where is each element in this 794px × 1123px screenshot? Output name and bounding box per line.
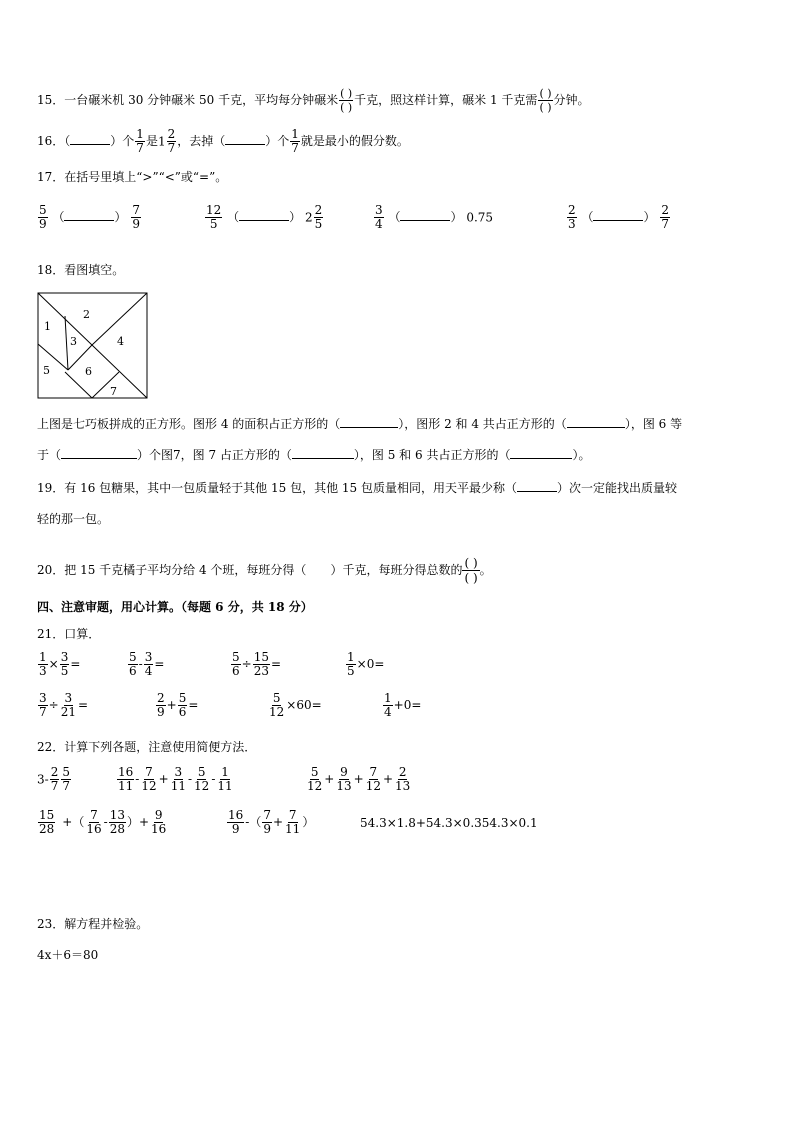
q15-line: 15．一台碾米机 30 分钟碾米 50 千克，平均每分钟碾米 $\frac{( )}{( )}$ 千克，照这样计算，碾米 1 千克需 $\frac{( )}{( )}$ 分钟。	[37, 87, 590, 114]
q16-fraction-1: $\frac{1}{7}$	[136, 127, 144, 155]
q16-line: 16．（ ）个 $\frac{1}{7}$ 是1 $\frac{2}{7}$ ，去掉（ ）个 $\frac{1}{7}$ 就是最小的假分数。	[37, 127, 409, 155]
q17-item-3: $\frac{3}{4}$ （ ） 0.75	[375, 203, 494, 231]
q22-expr-2: $\frac{16}{11}$ - $\frac{7}{12}$ + $\frac{3}{11}$ - $\frac{5}{12}$ - $\frac{1}{11}$	[118, 765, 233, 793]
q21-r2-3: $\frac{5}{12}$ ×60=	[269, 691, 322, 719]
q21-r1-2: $\frac{5}{6}$ - $\frac{3}{4}$ =	[129, 650, 165, 678]
q21-r1-3: $\frac{5}{6}$ ÷ $\frac{15}{23}$ =	[232, 650, 282, 678]
q22-expr-5: $\frac{16}{9}$ -（ $\frac{7}{9}$ + $\frac{7}{11}$ ）	[228, 808, 315, 836]
q20-line: 20．把 15 千克橘子平均分给 4 个班，每班分得（ ）千克，每班分得总数的 $\frac{( )}{( )}$ 。	[37, 556, 492, 585]
tangram-label-4: 4	[117, 335, 124, 348]
tangram-label-2: 2	[83, 308, 90, 321]
q17-item-1: $\frac{5}{9}$ （ ） $\frac{7}{9}$	[39, 203, 140, 231]
section-4-title: 四、注意审题，用心计算。（每题 6 分，共 18 分）	[37, 600, 313, 614]
q17-blank-2[interactable]	[239, 208, 289, 221]
q18-blank-3[interactable]	[61, 446, 137, 459]
q17-item-4: $\frac{2}{3}$ （ ） $\frac{2}{7}$	[568, 203, 669, 231]
q22-expr-6: 54.3×1.8+54.3×0.354.3×0.1	[360, 816, 538, 830]
q22-title: 22．计算下列各题，注意使用简便方法．	[37, 740, 257, 754]
tangram-label-5: 5	[43, 364, 50, 377]
q19-blank[interactable]	[517, 479, 557, 492]
q16-blank-2[interactable]	[225, 132, 265, 145]
q18-blank-2[interactable]	[567, 415, 625, 428]
q17-blank-4[interactable]	[593, 208, 643, 221]
tangram-label-1: 1	[44, 320, 51, 333]
tangram-figure	[37, 292, 149, 400]
q16-mixed-fraction: $\frac{2}{7}$	[167, 127, 176, 155]
q15-blank-fraction-2[interactable]: $\frac{( )}{( )}$	[539, 87, 552, 114]
tangram-label-6: 6	[85, 365, 92, 378]
q18-blank-1[interactable]	[340, 415, 398, 428]
q17-blank-1[interactable]	[64, 208, 114, 221]
q22-expr-1: 3- $\frac{2}{7}$ $\frac{5}{7}$	[37, 765, 70, 793]
q21-r2-2: $\frac{2}{9}$ + $\frac{5}{6}$ =	[157, 691, 199, 719]
q19-line-1: 19．有 16 包糖果，其中一包质量轻于其他 15 包，其他 15 包质量相同，用天平最少称（ ）次一定能找出质量较	[37, 481, 677, 495]
q17-blank-3[interactable]	[400, 208, 450, 221]
q20-blank-fraction[interactable]: $\frac{( )}{( )}$	[464, 556, 478, 585]
q21-r1-1: $\frac{1}{3}$ × $\frac{3}{5}$ =	[39, 650, 81, 678]
q22-expr-3: $\frac{5}{12}$ + $\frac{9}{13}$ + $\frac{7}{12}$ + $\frac{2}{13}$	[307, 765, 411, 793]
q18-blank-4[interactable]	[292, 446, 354, 459]
q16-blank-1[interactable]	[70, 132, 110, 145]
tangram-label-7: 7	[110, 385, 117, 398]
q23-title: 23．解方程并检验。	[37, 917, 149, 931]
q16-fraction-2: $\frac{1}{7}$	[291, 127, 299, 155]
q21-title: 21．口算．	[37, 627, 101, 641]
q21-r1-4: $\frac{1}{5}$ ×0=	[347, 650, 385, 678]
q15-blank-fraction-1[interactable]: $\frac{( )}{( )}$	[340, 87, 353, 114]
q22-expr-4: $\frac{15}{28}$ +（ $\frac{7}{16}$ - $\frac{13}{28}$ ）+ $\frac{9}{16}$	[39, 808, 167, 836]
q18-line-2: 于（ ）个图7，图 7 占正方形的（ ），图 5 和 6 共占正方形的（ ）。	[37, 448, 591, 462]
q18-blank-5[interactable]	[510, 446, 572, 459]
tangram-label-3: 3	[70, 335, 77, 348]
q17-title: 17．在括号里填上“>”“<”或“=”。	[37, 170, 228, 184]
q18-line-1: 上图是七巧板拼成的正方形。图形 4 的面积占正方形的（ ），图形 2 和 4 共占正方形的（ ），图 6 等	[37, 417, 683, 431]
q21-r2-4: $\frac{1}{4}$ +0=	[384, 691, 422, 719]
q21-r2-1: $\frac{3}{7}$ ÷ $\frac{3}{21}$ =	[39, 691, 89, 719]
q18-title: 18．看图填空。	[37, 263, 125, 277]
q17-item-2: $\frac{12}{5}$ （ ） 2 $\frac{2}{5}$	[206, 203, 323, 231]
q23-equation: 4x＋6＝80	[37, 948, 99, 962]
q19-line-2: 轻的那一包。	[37, 512, 110, 526]
